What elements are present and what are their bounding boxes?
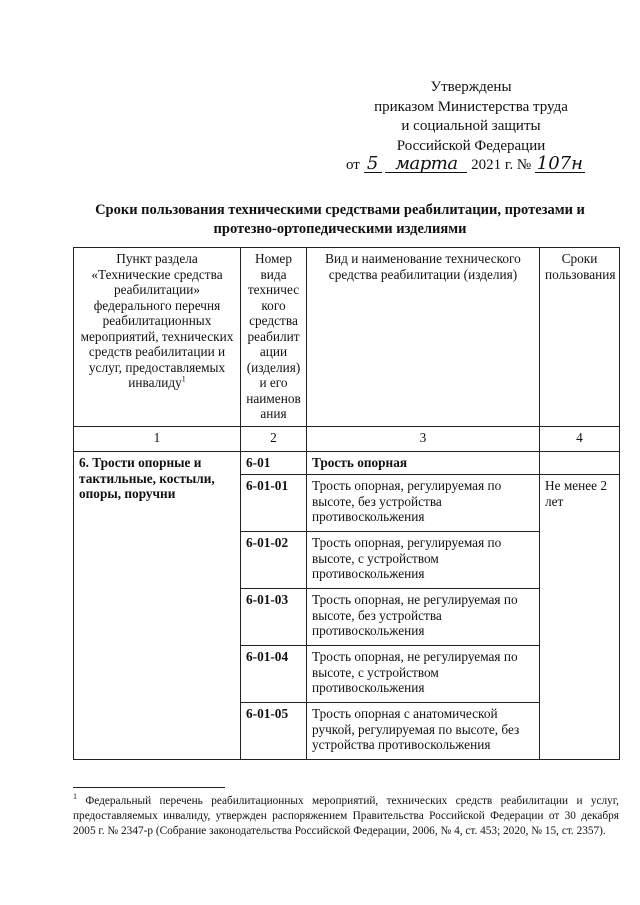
item-name: Трость опорная, регулируемая по высоте, с устройством противоскольжения bbox=[307, 532, 540, 589]
column-numbering-row bbox=[74, 427, 620, 452]
category-name: Трость опорная bbox=[307, 452, 540, 475]
item-code: 6-01-03 bbox=[241, 589, 307, 646]
column-number: 2 bbox=[241, 427, 307, 452]
approval-line-1: Утверждены bbox=[430, 79, 512, 95]
column-number: 4 bbox=[540, 427, 620, 452]
footnote-reference: 1 bbox=[181, 374, 186, 384]
handwritten-day: 5 bbox=[364, 156, 382, 173]
footnote-mark: 1 bbox=[73, 792, 77, 802]
approval-line-4: Российской Федерации bbox=[396, 137, 546, 154]
footnote bbox=[73, 794, 619, 839]
category-term-empty bbox=[540, 452, 620, 475]
handwritten-order-number: 107н bbox=[536, 153, 583, 174]
usage-terms-table bbox=[73, 247, 620, 760]
footnote-divider bbox=[73, 787, 225, 788]
usage-term: Не менее 2 лет bbox=[540, 475, 620, 760]
item-name: Трость опорная, регулируемая по высоте, без устройства противоскольжения bbox=[307, 475, 540, 532]
header-type-number: Номер вида техничес кого средства реабилит ации (изделия) и его наименов ания bbox=[241, 248, 307, 427]
approval-line-2: приказом Министерства труда bbox=[374, 98, 568, 115]
item-code: 6-01-04 bbox=[241, 646, 307, 703]
item-name: Трость опорная с анатомической ручкой, регулируемая по высоте, без устройства противоскольжения bbox=[307, 703, 540, 760]
date-prefix: от bbox=[346, 157, 360, 173]
item-code: 6-01-01 bbox=[241, 475, 307, 532]
header-type-name: Вид и наименование технического средства реабилитации (изделия) bbox=[307, 248, 540, 427]
title-line-2: протезно-ортопедическими изделиями bbox=[213, 221, 467, 237]
table-header-row bbox=[74, 248, 620, 427]
item-code: 6-01-02 bbox=[241, 532, 307, 589]
approval-stamp bbox=[340, 78, 602, 176]
title-line-1: Сроки пользования техническими средствами реабилитации, протезами и bbox=[95, 202, 585, 218]
document-title bbox=[60, 201, 620, 239]
approval-date-line bbox=[340, 153, 602, 176]
year-and-number-label: 2021 г. № bbox=[471, 157, 532, 173]
column-number: 1 bbox=[74, 427, 241, 452]
category-code: 6-01 bbox=[241, 452, 307, 475]
approval-line-3: и социальной защиты bbox=[401, 118, 541, 134]
header-section-item: Пункт раздела «Технические средства реабилитации» федерального перечня реабилитационных мероприятий, технических средств реабилитации и услуг, предоставляемых инвалиду$^1$ bbox=[74, 248, 241, 427]
column-number: 3 bbox=[307, 427, 540, 452]
section-name: 6. Трости опорные и тактильные, костыли, опоры, поручни bbox=[74, 452, 241, 760]
footnote-text: Федеральный перечень реабилитационных мероприятий, технических средств реабилитации и услуг, предоставляемых инвалиду, утвержден распоряжением Правительства Российской Федерации от 30 декабря 2005 г. № 2347-р (Собрание законодательства Российской Федерации, 2006, № 4, ст. 453; 2020, № 15, ст. 2357). bbox=[73, 795, 619, 837]
handwritten-month: марта bbox=[385, 156, 467, 173]
item-name: Трость опорная, не регулируемая по высоте, без устройства противоскольжения bbox=[307, 589, 540, 646]
item-name: Трость опорная, не регулируемая по высоте, с устройством противоскольжения bbox=[307, 646, 540, 703]
item-code: 6-01-05 bbox=[241, 703, 307, 760]
header-usage-term: Сроки пользования bbox=[540, 248, 620, 427]
table-row bbox=[74, 452, 620, 475]
